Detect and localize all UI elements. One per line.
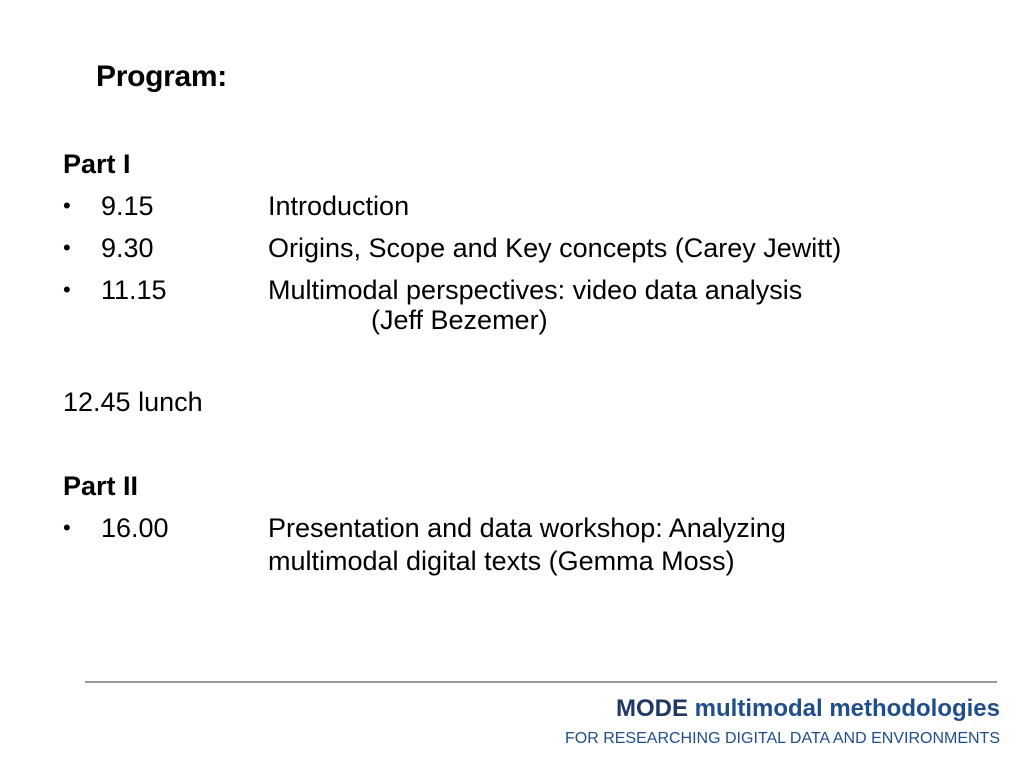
item-time: 16.00 <box>101 513 169 543</box>
item-description-continued: (Jeff Bezemer) <box>371 305 548 335</box>
item-description: Presentation and data workshop: Analyzing <box>268 513 786 543</box>
item-time: 11.15 <box>101 275 167 305</box>
program-item <box>63 269 983 337</box>
footer-subtitle: FOR RESEARCHING DIGITAL DATA AND ENVIRONMENTS <box>564 730 1000 747</box>
item-description-block <box>268 507 983 579</box>
bullet-icon: • <box>63 235 71 260</box>
spacer <box>63 423 983 465</box>
item-time: 9.15 <box>101 191 154 221</box>
item-description: Multimodal perspectives: video data analysis <box>268 275 803 305</box>
item-description: Introduction <box>268 191 410 221</box>
item-description-continued: multimodal digital texts (Gemma Moss) <box>268 546 735 576</box>
bullet-icon: • <box>63 193 71 218</box>
bullet-icon: • <box>63 277 71 302</box>
lunch-line: 12.45 lunch <box>63 387 203 417</box>
slide-title: Program: <box>96 60 227 93</box>
footer-divider <box>85 681 997 683</box>
item-description: Origins, Scope and Key concepts (Carey Jewitt) <box>268 233 842 263</box>
item-description-block <box>268 269 983 337</box>
part-2-heading: Part II <box>63 471 139 501</box>
footer-title <box>616 695 1000 723</box>
footer-tagline: multimodal methodologies <box>694 695 1000 722</box>
program-content <box>63 143 983 579</box>
program-item <box>63 185 983 227</box>
footer-brand: MODE <box>615 695 688 722</box>
item-time: 9.30 <box>101 233 154 263</box>
program-item <box>63 227 983 269</box>
program-item <box>63 507 983 579</box>
bullet-icon: • <box>63 515 71 540</box>
part-1-heading: Part I <box>63 149 131 179</box>
spacer <box>63 337 983 381</box>
